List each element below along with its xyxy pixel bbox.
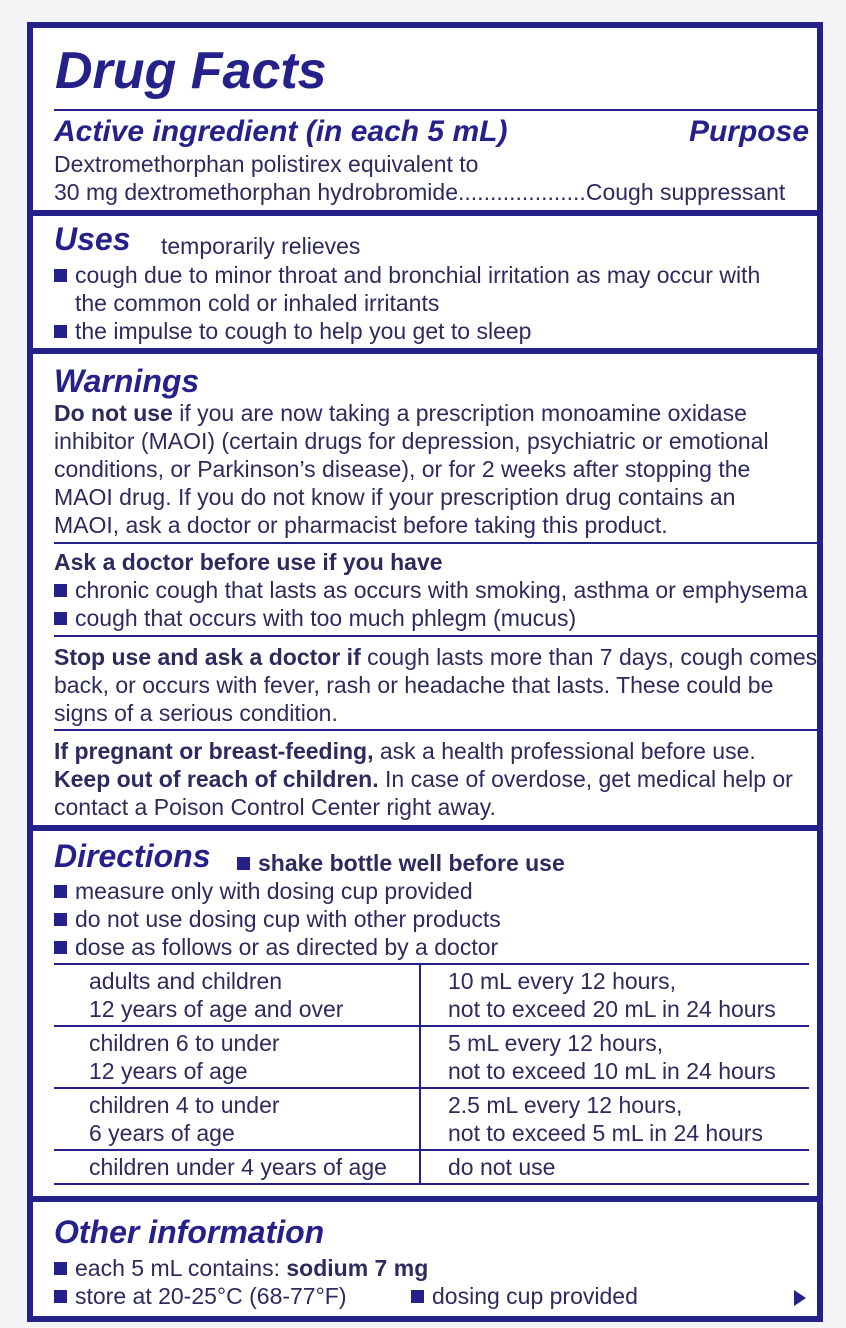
keep-out-line1 — [54, 765, 793, 793]
bullet-icon — [54, 941, 67, 954]
purpose-value: Cough suppressant — [585, 179, 786, 205]
do-not-use-line3: conditions, or Parkinson’s disease), or for 2 weeks after stopping the — [54, 456, 751, 482]
directions-item-2 — [54, 905, 501, 933]
purpose-heading: Purpose — [688, 115, 809, 148]
active-ingredient-line1: Dextromethorphan polistirex equivalent to — [54, 151, 479, 177]
directions-heading: Directions — [54, 838, 211, 874]
uses-item-1-cont: the common cold or inhaled irritants — [75, 290, 440, 316]
table-row-3-dose-1: 2.5 mL every 12 hours, — [448, 1092, 683, 1118]
bullet-icon — [411, 1290, 424, 1303]
table-row-2-who-1: children 6 to under — [89, 1030, 280, 1056]
table-row-3-who-2: 6 years of age — [89, 1120, 235, 1146]
section-divider — [33, 348, 817, 354]
stop-use-text: cough lasts more than 7 days, cough comes — [360, 644, 818, 670]
table-rule — [54, 963, 809, 965]
directions-item-1-text: measure only with dosing cup provided — [75, 878, 473, 904]
directions-item-3 — [54, 933, 498, 961]
active-ingredient-heading: Active ingredient (in each 5 mL) — [54, 115, 508, 148]
table-row-4-dose-1: do not use — [448, 1154, 556, 1180]
table-row-2-dose-2: not to exceed 10 mL in 24 hours — [448, 1058, 776, 1084]
directions-item-3-text: dose as follows or as directed by a doctor — [75, 934, 499, 960]
ask-doctor-item-2-text: cough that occurs with too much phlegm (mucus) — [75, 605, 577, 631]
other-info-item-3 — [411, 1282, 638, 1310]
page-title: Drug Facts — [55, 42, 327, 100]
bullet-icon — [54, 325, 67, 338]
table-rule — [54, 1183, 809, 1185]
other-info-item-2-text: store at 20-25°C (68-77°F) — [75, 1283, 347, 1309]
sodium-value: sodium 7 mg — [286, 1255, 429, 1281]
stop-use-line2: back, or occurs with fever, rash or headache that lasts. These could be — [54, 672, 774, 698]
table-rule — [54, 1149, 809, 1151]
table-rule — [54, 1025, 809, 1027]
stop-use-line3: signs of a serious condition. — [54, 700, 338, 726]
other-info-item-1 — [54, 1254, 428, 1282]
section-divider — [33, 210, 817, 216]
do-not-use-label: Do not use — [54, 400, 173, 426]
continue-arrow-icon — [794, 1290, 806, 1306]
bullet-icon — [54, 612, 67, 625]
table-row-2-dose-1: 5 mL every 12 hours, — [448, 1030, 664, 1056]
bullet-icon — [237, 857, 250, 870]
stop-use-line1 — [54, 643, 817, 671]
title-rule — [54, 109, 817, 111]
uses-item-1 — [54, 261, 760, 289]
ask-doctor-heading — [54, 548, 443, 576]
bullet-icon — [54, 1290, 67, 1303]
uses-item-2 — [54, 317, 531, 345]
table-row-1-who-1: adults and children — [89, 968, 283, 994]
ask-doctor-item-2 — [54, 604, 576, 632]
bullet-icon — [54, 269, 67, 282]
uses-heading: Uses — [54, 221, 131, 257]
ask-doctor-item-1-text: chronic cough that lasts as occurs with smoking, asthma or emphysema — [75, 577, 808, 603]
do-not-use-text: if you are now taking a prescription monoamine oxidase — [172, 400, 747, 426]
do-not-use-line2: inhibitor (MAOI) (certain drugs for depression, psychiatric or emotional — [54, 428, 769, 454]
directions-item-1 — [54, 877, 473, 905]
table-rule — [54, 1087, 809, 1089]
section-divider — [33, 825, 817, 831]
section-divider — [33, 1196, 817, 1202]
directions-shake — [237, 849, 565, 877]
subsection-rule — [54, 542, 817, 544]
table-row-3-who-1: children 4 to under — [89, 1092, 280, 1118]
directions-item-2-text: do not use dosing cup with other products — [75, 906, 501, 932]
bullet-icon — [54, 885, 67, 898]
bullet-icon — [54, 913, 67, 926]
keep-out-label: Keep out of reach of children. — [54, 766, 379, 792]
ask-doctor-label: Ask a doctor before use if you have — [54, 549, 443, 575]
directions-shake-text: shake bottle well before use — [258, 850, 565, 876]
bullet-icon — [54, 584, 67, 597]
uses-item-2-text: the impulse to cough to help you get to sleep — [75, 318, 532, 344]
table-column-divider — [419, 963, 421, 1185]
uses-item-1-text: cough due to minor throat and bronchial irritation as may occur with — [75, 262, 761, 288]
bullet-icon — [54, 1262, 67, 1275]
subsection-rule — [54, 729, 817, 731]
pregnant-text: ask a health professional before use. — [373, 738, 756, 764]
do-not-use-line1 — [54, 399, 747, 427]
table-row-4-who-1: children under 4 years of age — [89, 1154, 387, 1180]
pregnant-label: If pregnant or breast-feeding, — [54, 738, 374, 764]
do-not-use-line4: MAOI drug. If you do not know if your prescription drug contains an — [54, 484, 736, 510]
table-row-2-who-2: 12 years of age — [89, 1058, 248, 1084]
active-ingredient-name: 30 mg dextromethorphan hydrobromide — [54, 179, 459, 205]
keep-out-line2: contact a Poison Control Center right away. — [54, 794, 496, 820]
ask-doctor-item-1 — [54, 576, 808, 604]
pregnant-line — [54, 737, 756, 765]
other-info-item-1-text: each 5 mL contains: — [75, 1255, 287, 1281]
other-info-item-2 — [54, 1282, 347, 1310]
subsection-rule — [54, 635, 817, 637]
keep-out-text: In case of overdose, get medical help or — [378, 766, 793, 792]
uses-intro: temporarily relieves — [161, 233, 361, 259]
dosage-table — [54, 963, 809, 1189]
warnings-heading: Warnings — [54, 363, 200, 399]
table-row-1-who-2: 12 years of age and over — [89, 996, 344, 1022]
stop-use-label: Stop use and ask a doctor if — [54, 644, 361, 670]
table-row-3-dose-2: not to exceed 5 mL in 24 hours — [448, 1120, 763, 1146]
other-info-heading: Other information — [54, 1214, 325, 1250]
do-not-use-line5: MAOI, ask a doctor or pharmacist before taking this product. — [54, 512, 668, 538]
table-row-1-dose-1: 10 mL every 12 hours, — [448, 968, 676, 994]
leader-dots: .................... — [458, 179, 586, 205]
table-row-1-dose-2: not to exceed 20 mL in 24 hours — [448, 996, 776, 1022]
other-info-item-3-text: dosing cup provided — [432, 1283, 638, 1309]
active-ingredient-line2 — [54, 178, 785, 206]
drug-facts-panel — [27, 22, 823, 1322]
